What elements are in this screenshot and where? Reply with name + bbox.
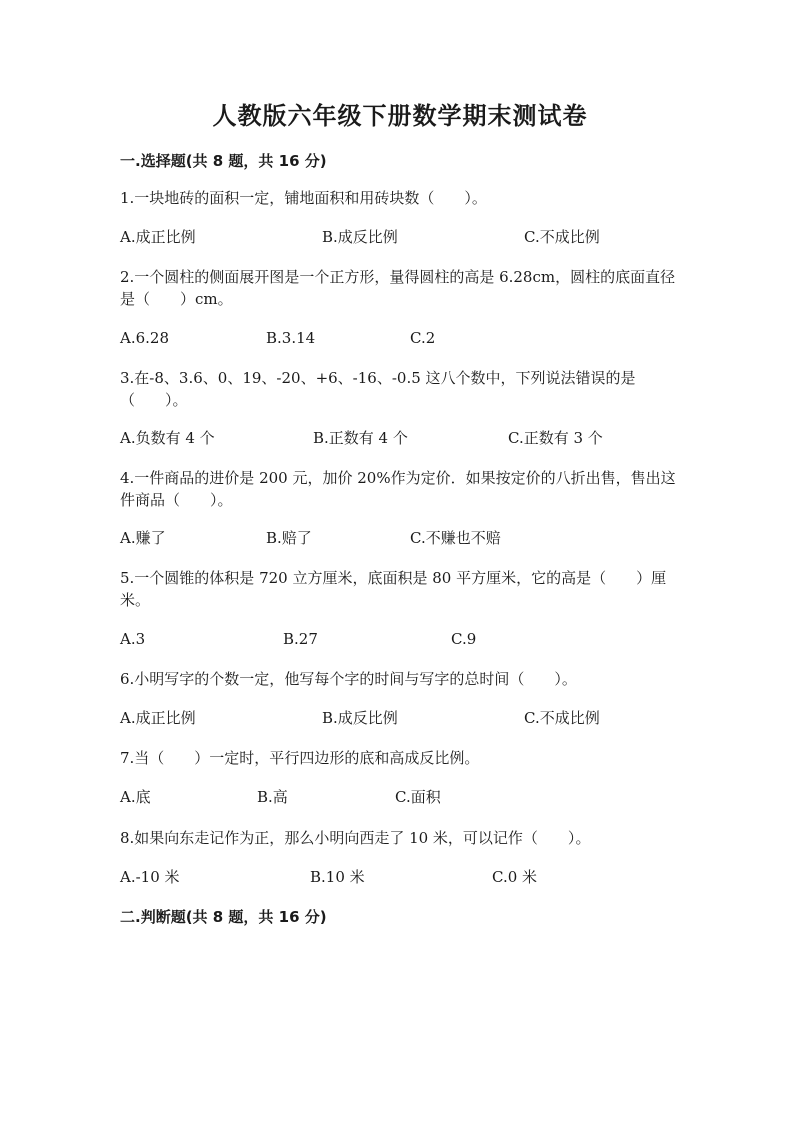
page-title: 人教版六年级下册数学期末测试卷 [212, 101, 588, 130]
question-7-options [120, 786, 680, 808]
option-b[interactable]: B.10 米 [310, 868, 365, 886]
option-b[interactable]: B.成反比例 [322, 709, 398, 727]
option-c[interactable]: C.2 [410, 329, 436, 347]
question-3-options [120, 427, 680, 449]
option-c[interactable]: C.不成比例 [524, 228, 600, 246]
question-2: 2.一个圆柱的侧面展开图是一个正方形，量得圆柱的高是 6.28cm，圆柱的底面直径是（ ）cm。 [120, 268, 676, 308]
question-1: 1.一块地砖的面积一定，铺地面积和用砖块数（ ）。 [120, 189, 487, 207]
question-6-options [120, 707, 680, 729]
option-b[interactable]: B.成反比例 [322, 228, 398, 246]
option-a[interactable]: A.负数有 4 个 [120, 429, 215, 447]
option-b[interactable]: B.正数有 4 个 [313, 429, 408, 447]
option-c[interactable]: C.9 [451, 630, 477, 648]
option-b[interactable]: B.赔了 [266, 529, 312, 547]
option-c[interactable]: C.不赚也不赔 [410, 529, 501, 547]
option-c[interactable]: C.面积 [395, 788, 441, 806]
option-c[interactable]: C.0 米 [492, 868, 538, 886]
option-c[interactable]: C.正数有 3 个 [508, 429, 603, 447]
option-a[interactable]: A.底 [120, 788, 151, 806]
option-c[interactable]: C.不成比例 [524, 709, 600, 727]
question-4-options [120, 527, 680, 549]
option-b[interactable]: B.27 [283, 630, 318, 648]
question-2-options [120, 327, 680, 349]
question-3: 3.在-8、3.6、0、19、-20、+6、-16、-0.5 这八个数中，下列说法错误的是（ ）。 [120, 369, 636, 409]
question-4: 4.一件商品的进价是 200 元，加价 20%作为定价．如果按定价的八折出售，售出这件商品（ ）。 [120, 469, 676, 509]
question-5-options [120, 628, 680, 650]
question-5: 5.一个圆锥的体积是 720 立方厘米，底面积是 80 平方厘米，它的高是（ ）厘米。 [120, 569, 667, 609]
option-b[interactable]: B.3.14 [266, 329, 316, 347]
question-1-options [120, 226, 680, 248]
question-7: 7.当（ ）一定时，平行四边形的底和高成反比例。 [120, 749, 480, 767]
option-a[interactable]: A.-10 米 [120, 868, 180, 886]
question-8: 8.如果向东走记作为正，那么小明向西走了 10 米，可以记作（ ）。 [120, 829, 591, 847]
section-heading-choice: 一.选择题(共 8 题，共 16 分) [120, 152, 327, 170]
question-8-options [120, 866, 680, 888]
option-a[interactable]: A.成正比例 [120, 228, 196, 246]
option-a[interactable]: A.成正比例 [120, 709, 196, 727]
option-a[interactable]: A.赚了 [120, 529, 166, 547]
question-6: 6.小明写字的个数一定，他写每个字的时间与写字的总时间（ ）。 [120, 670, 577, 688]
option-a[interactable]: A.6.28 [120, 329, 169, 347]
option-b[interactable]: B.高 [257, 788, 288, 806]
section-heading-judgment: 二.判断题(共 8 题，共 16 分) [120, 908, 327, 926]
option-a[interactable]: A.3 [120, 630, 146, 648]
